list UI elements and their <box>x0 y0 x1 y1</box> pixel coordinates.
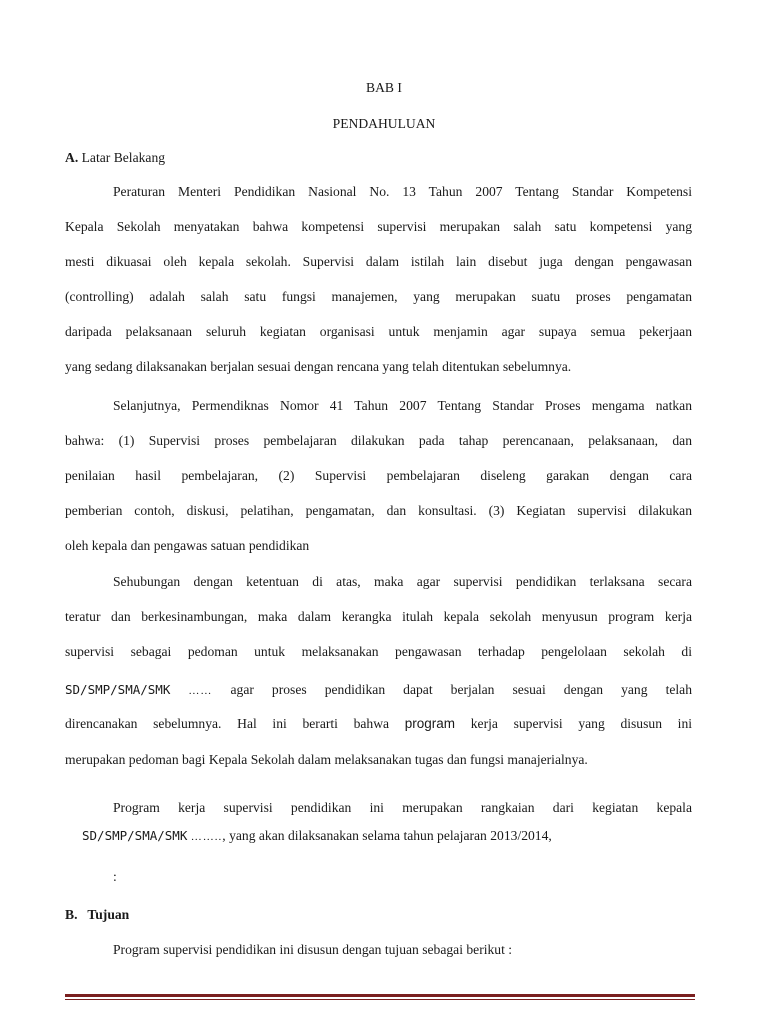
p3-line-5 <box>65 716 692 732</box>
blank-dots: …… <box>188 685 213 697</box>
footer-rule-thin <box>65 999 695 1000</box>
p4-line-1: Program kerja supervisi pendidikan ini merupakan rangkaian dari kegiatan kepala <box>113 800 692 815</box>
p4-line-2-rest: , yang akan dilaksanakan selama tahun pelajaran 2013/2014, <box>222 828 552 843</box>
section-a-heading <box>65 150 692 166</box>
p2-line-3: penilaian hasil pembelajaran, (2) Supervisi pembelajaran diseleng garakan dengan cara <box>65 468 692 483</box>
p2-line-5: oleh kepala dan pengawas satuan pendidikan <box>65 538 310 553</box>
p2-line-4: pemberian contoh, diskusi, pelatihan, pengamatan, dan konsultasi. (3) Kegiatan supervisi dilakukan <box>65 503 692 518</box>
blank-dots-2: …….. <box>190 831 223 843</box>
p3-line-2: teratur dan berkesinambungan, maka dalam kerangka itulah kepala sekolah menyusun program kerja <box>65 609 692 624</box>
p3-line-5-a: direncanakan sebelumnya. Hal ini berarti bahwa <box>65 716 390 731</box>
p3-line-4 <box>65 682 692 698</box>
p1-line-1: Peraturan Menteri Pendidikan Nasional No. 13 Tahun 2007 Tentang Standar Kompetensi <box>113 184 692 199</box>
school-level-text: SD/SMP/SMA/SMK <box>65 682 171 697</box>
section-b-letter: B. <box>65 907 78 922</box>
p1-line-5: daripada pelaksanaan seluruh kegiatan organisasi untuk menjamin agar supaya semua pekerjaan <box>65 324 692 339</box>
p2-line-2: bahwa: (1) Supervisi proses pembelajaran dilakukan pada tahap perencanaan, pelaksanaan, dan <box>65 433 692 448</box>
p3-line-5-b: kerja supervisi yang disusun ini <box>470 716 693 731</box>
p1-line-6: yang sedang dilaksanakan berjalan sesuai dengan rencana yang telah ditentukan sebelumnya. <box>65 359 572 374</box>
program-word: program <box>404 716 456 731</box>
section-a-letter: A. <box>65 150 79 165</box>
p4-line-2 <box>82 828 709 844</box>
chapter-title: PENDAHULUAN <box>332 116 436 131</box>
p3-line-6: merupakan pedoman bagi Kepala Sekolah dalam melaksanakan tugas dan fungsi manajerialnya. <box>65 752 588 767</box>
p1-line-2: Kepala Sekolah menyatakan bahwa kompetensi supervisi merupakan salah satu kompetensi yang <box>65 219 692 234</box>
section-b-heading <box>65 907 692 923</box>
p4-colon: : <box>113 869 117 884</box>
p1-line-3: mesti dikuasai oleh kepala sekolah. Supervisi dalam istilah lain disebut juga dengan pengawasan <box>65 254 692 269</box>
p3-line-3: supervisi sebagai pedoman untuk melaksanakan pengawasan terhadap pengelolaan sekolah di <box>65 644 692 659</box>
chapter-number: BAB I <box>366 80 402 95</box>
p2-line-1: Selanjutnya, Permendiknas Nomor 41 Tahun 2007 Tentang Standar Proses mengama natkan <box>113 398 692 413</box>
footer-rule-thick <box>65 994 695 997</box>
school-level-text-2: SD/SMP/SMA/SMK <box>82 828 188 843</box>
p3-line-4-rest: agar proses pendidikan dapat berjalan sesuai dengan yang telah <box>230 682 692 697</box>
p3-line-1: Sehubungan dengan ketentuan di atas, maka agar supervisi pendidikan terlaksana secara <box>113 574 692 589</box>
section-b-title: Tujuan <box>87 907 130 922</box>
section-b-paragraph: Program supervisi pendidikan ini disusun dengan tujuan sebagai berikut : <box>113 942 513 957</box>
p1-line-4: (controlling) adalah salah satu fungsi manajemen, yang merupakan suatu proses pengamatan <box>65 289 692 304</box>
section-a-title: Latar Belakang <box>81 150 166 165</box>
